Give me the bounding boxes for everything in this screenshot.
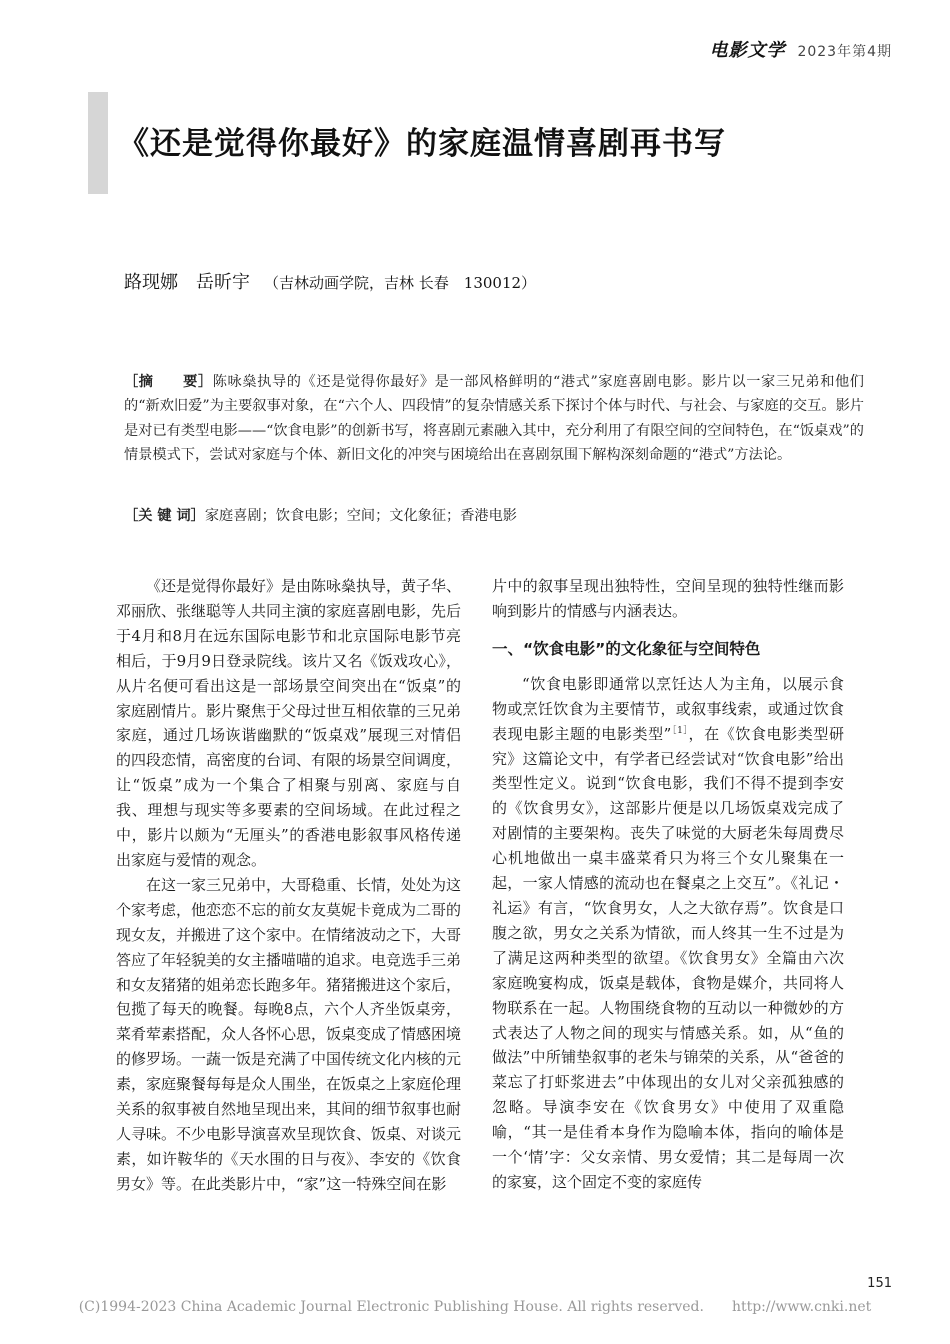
running-header [709, 36, 892, 62]
abstract-text: 陈咏燊执导的《还是觉得你最好》是一部风格鲜明的“港式”家庭喜剧电影。影片以一家三兄弟和他们的“新欢旧爱”为主要叙事对象，在“六个人、四段情”的复杂情感关系下探讨个体与时代、与社会、与家庭的交互。影片是对已有类型电影——“饮食电影”的创新书写，将喜剧元素融入其中，充分利用了有限空间的空间特色，在“饭桌戏”的情景模式下，尝试对家庭与个体、新旧文化的冲突与困境给出在喜剧氛围下解构深刻命题的“港式”方法论。 [124, 374, 864, 464]
issue-label: 2023年第4期 [797, 44, 892, 60]
paragraph-text: “饮食电影即通常以烹饪达人为主角，以展示食物或烹饪饮食为主要情节，或叙事线索，或通过饮食表现电影主题的电影类型” [492, 674, 844, 743]
page-number: 151 [867, 1276, 892, 1291]
paragraph: 在这一家三兄弟中，大哥稳重、长情，处处为这个家考虑，他恋恋不忘的前女友莫妮卡竟成为二哥的现女友，并搬进了这个家中。在情绪波动之下，大哥答应了年轻貌美的女主播喵喵的追求。电竞选手三弟和女友猪猪的姐弟恋长跑多年。猪猪搬进这个家后，包揽了每天的晚餐。每晚8点，六个人齐坐饭桌旁，菜肴荤素搭配，众人各怀心思，饭桌变成了情感困境的修罗场。一蔬一饭是充满了中国传统文化内核的元素，家庭聚餐每每是众人围坐，在饭桌之上家庭伦理关系的叙事被自然地呈现出来，其间的细节叙事也耐人寻味。不少电影导演喜欢呈现饮食、饭桌、对谈元素，如许鞍华的《天水围的日与夜》、李安的《饮食男女》等。在此类影片中，“家”这一特殊空间在影 [116, 875, 462, 1193]
paragraph [492, 672, 844, 1195]
paragraph-text: ，在《饮食电影类型研究》这篇论文中，有学者已经尝试对“饮食电影”给出类型性定义。说到“饮食电影，我们不得不提到李安的《饮食男女》，这部影片便是以几场饭桌戏完成了对剧情的主要架构。丧失了味觉的大厨老朱每周费尽心机地做出一桌丰盛菜肴只为将三个女儿聚集在一起，一家人情感的流动也在餐桌之上交互”。《礼记・礼运》有言，“饮食男女，人之大欲存焉”。饮食是口腹之欲，男女之关系为情欲，而人终其一生不过是为了满足这两种类型的欲望。《饮食男女》全篇由六次家庭晚宴构成，饭桌是载体，食物是媒介，共同将人物联系在一起。人物围绕食物的互动以一种微妙的方式表达了人物之间的现实与情感关系。如，从“鱼的做法”中所铺垫叙事的老朱与锦荣的关系，从“爸爸的菜忘了打虾浆进去”中体现出的女儿对父亲孤独感的忽略。导演李安在《饮食男女》中使用了双重隐喻，“其一是佳肴本身作为隐喻本体，指向的喻体是一个‘情’字：父女亲情、男女爱情；其二是每周一次的家宴，这个固定不变的家庭传 [492, 724, 844, 1191]
body-column-right [492, 574, 844, 1195]
abstract-label: ［摘 要］ [124, 374, 213, 390]
title-accent-bar [88, 92, 108, 194]
journal-logo: 电影文学 [709, 40, 786, 61]
copyright-footer: (C)1994-2023 China Academic Journal Electronic Publishing House. All rights reserved. http://www.cnki.net [78, 1299, 872, 1315]
keywords [124, 504, 864, 528]
paragraph-continued: 片中的叙事呈现出独特性，空间呈现的独特性继而影响到影片的情感与内涵表达。 [492, 577, 844, 620]
keywords-label: ［关 键 词］ [124, 508, 205, 524]
paragraph: 《还是觉得你最好》是由陈咏燊执导，黄子华、邓丽欣、张继聪等人共同主演的家庭喜剧电影，先后于4月和8月在远东国际电影节和北京国际电影节亮相后，于9月9日登录院线。该片又名《饭戏攻心》，从片名便可看出这是一部场景空间突出在“饭桌”的家庭剧情片。影片聚焦于父母过世互相依靠的三兄弟家庭，通过几场诙谐幽默的“饭桌戏”展现三对情侣的四段恋情，高密度的台词、有限的场景空间调度，让“饭桌”成为一个集合了相聚与别离、家庭与自我、理想与现实等多要素的空间场域。在此过程之中，影片以颇为“无厘头”的香港电影叙事风格传递出家庭与爱情的观念。 [116, 577, 462, 869]
article-title: 《还是觉得你最好》的家庭温情喜剧再书写 [118, 126, 726, 162]
abstract [124, 370, 864, 468]
citation-ref[interactable]: ［1］ [671, 725, 689, 736]
section-heading: 一、“饮食电影”的文化象征与空间特色 [492, 639, 761, 658]
author-names: 路现娜 岳昕宇 [124, 272, 250, 293]
author-line [124, 268, 536, 294]
author-affiliation: （吉林动画学院，吉林 长春 130012） [264, 274, 537, 292]
keywords-text: 家庭喜剧；饮食电影；空间；文化象征；香港电影 [204, 508, 517, 524]
body-column-left [116, 574, 461, 1197]
